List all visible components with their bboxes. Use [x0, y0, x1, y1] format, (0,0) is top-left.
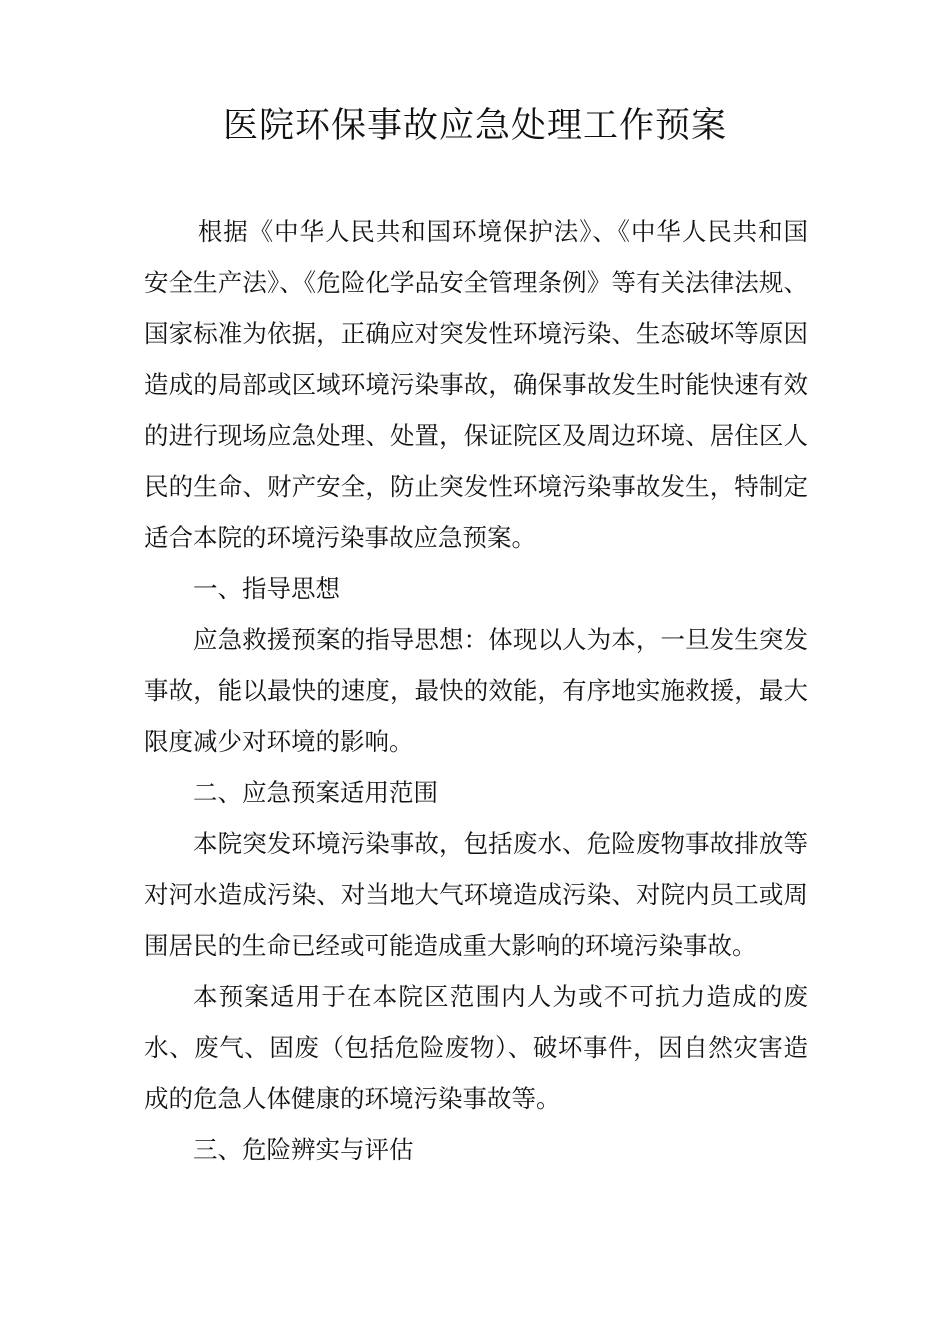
guiding-ideology-paragraph: 应急救援预案的指导思想：体现以人为本，一旦发生突发事故，能以最快的速度，最快的效能，有序地实施救援，最大限度减少对环境的影响。 — [144, 625, 808, 756]
scope-paragraph-2: 本预案适用于在本院区范围内人为或不可抗力造成的废水、废气、固废（包括危险废物）、破坏事件，因自然灾害造成的危急人体健康的环境污染事故等。 — [144, 982, 808, 1113]
section-heading-guiding-ideology: 一、指导思想 — [193, 574, 340, 603]
intro-paragraph: 根据《中华人民共和国环境保护法》、《中华人民共和国安全生产法》、《危险化学品安全管理条例》等有关法律法规、国家标准为依据，正确应对突发性环境污染、生态破坏等原因造成的局部或区域环境污染事故，确保事故发生时能快速有效的进行现场应急处理、处置，保证院区及周边环境、居住区人民的生命、财产安全，防止突发性环境污染事故发生，特制定适合本院的环境污染事故应急预案。 — [144, 217, 808, 552]
scope-paragraph-1: 本院突发环境污染事故，包括废水、危险废物事故排放等对河水造成污染、对当地大气环境造成污染、对院内员工或周围居民的生命已经或可能造成重大影响的环境污染事故。 — [144, 829, 808, 960]
document-body — [144, 206, 808, 1175]
document-title: 医院环保事故应急处理工作预案 — [222, 106, 727, 146]
section-heading-risk-assessment: 三、危险辨实与评估 — [193, 1135, 414, 1164]
section-heading-scope: 二、应急预案适用范围 — [193, 778, 438, 807]
